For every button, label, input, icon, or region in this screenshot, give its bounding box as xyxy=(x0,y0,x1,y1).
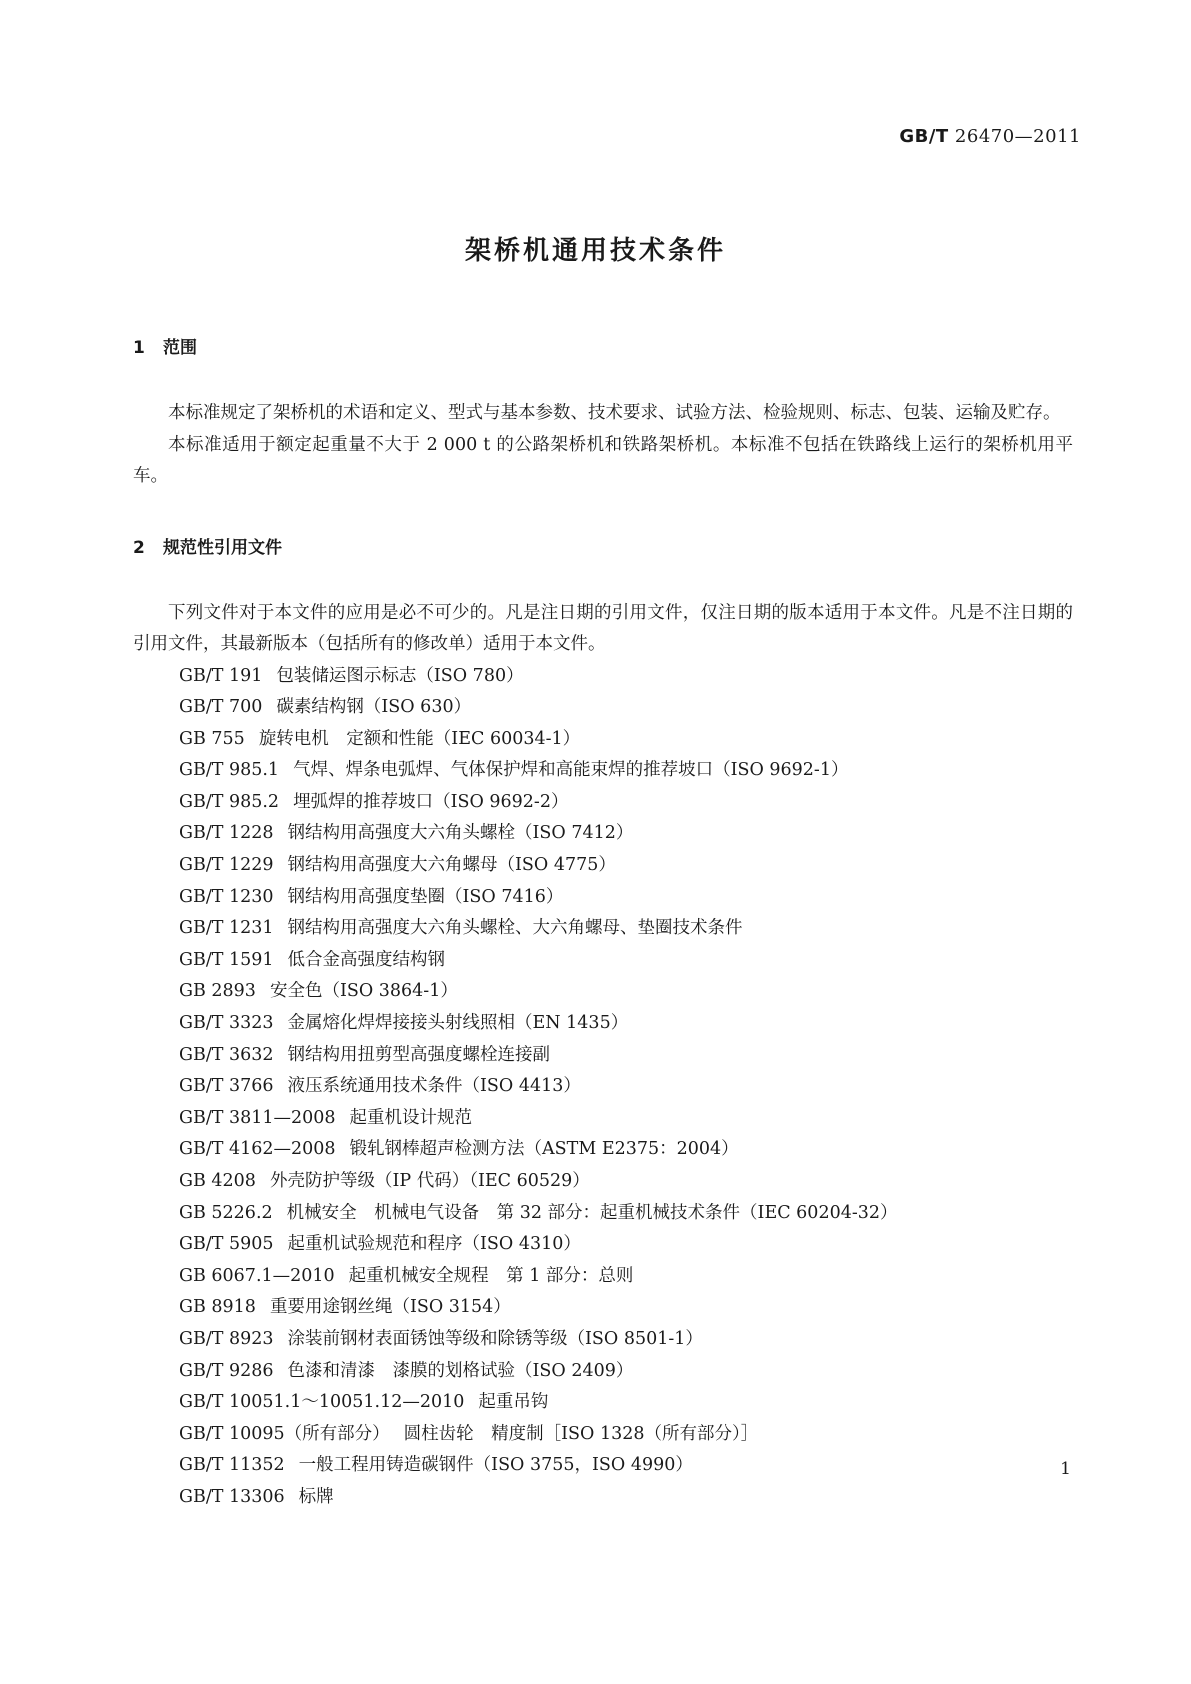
reference-title: 钢结构用高强度大六角头螺栓（ISO 7412） xyxy=(287,823,634,844)
reference-code: GB 2893 xyxy=(179,981,256,1002)
reference-title: 一般工程用铸造碳钢件（ISO 3755，ISO 4990） xyxy=(298,1455,693,1476)
reference-item xyxy=(133,882,1073,914)
document-body xyxy=(133,333,1073,1514)
reference-title: 钢结构用高强度大六角螺母（ISO 4775） xyxy=(287,855,616,876)
reference-title: 碳素结构钢（ISO 630） xyxy=(276,697,472,718)
reference-item xyxy=(133,1450,1073,1482)
reference-item xyxy=(133,818,1073,850)
document-code xyxy=(899,126,1081,147)
reference-code: GB/T 11352 xyxy=(179,1455,285,1476)
reference-title: 起重吊钩 xyxy=(478,1392,549,1413)
reference-code: GB/T 10095（所有部分） xyxy=(179,1423,390,1444)
reference-code: GB/T 3323 xyxy=(179,1013,274,1034)
reference-item xyxy=(133,1387,1073,1419)
reference-item xyxy=(133,755,1073,787)
reference-item xyxy=(133,913,1073,945)
reference-item xyxy=(133,1166,1073,1198)
reference-item xyxy=(133,1071,1073,1103)
reference-item xyxy=(133,1198,1073,1230)
paragraph: 本标准规定了架桥机的术语和定义、型式与基本参数、技术要求、试验方法、检验规则、标志、包装、运输及贮存。 xyxy=(168,403,1061,423)
reference-code: GB/T 8923 xyxy=(179,1328,274,1349)
section-number: 1 xyxy=(133,338,145,358)
reference-code: GB/T 3766 xyxy=(179,1076,274,1097)
reference-title: 钢结构用高强度垫圈（ISO 7416） xyxy=(287,886,564,907)
reference-title: 埋弧焊的推荐坡口（ISO 9692-2） xyxy=(293,791,569,812)
reference-title: 色漆和清漆 漆膜的划格试验（ISO 2409） xyxy=(287,1360,634,1381)
reference-title: 标牌 xyxy=(298,1486,334,1507)
reference-item xyxy=(133,1134,1073,1166)
reference-title: 钢结构用高强度大六角头螺栓、大六角螺母、垫圈技术条件 xyxy=(287,918,743,939)
reference-code: GB/T 3632 xyxy=(179,1044,274,1065)
section-heading-scope xyxy=(133,333,1073,363)
reference-code: GB/T 1229 xyxy=(179,855,274,876)
reference-item xyxy=(133,1292,1073,1324)
reference-title: 圆柱齿轮 精度制［ISO 1328（所有部分）］ xyxy=(403,1423,759,1444)
reference-item xyxy=(133,692,1073,724)
reference-item xyxy=(133,1261,1073,1293)
reference-item xyxy=(133,976,1073,1008)
reference-code: GB/T 1230 xyxy=(179,886,274,907)
reference-title: 包装储运图示标志（ISO 780） xyxy=(276,665,524,686)
reference-code: GB 4208 xyxy=(179,1171,256,1191)
section-heading-normative-references xyxy=(133,533,1073,563)
reference-code: GB/T 985.1 xyxy=(179,760,280,781)
reference-item xyxy=(133,945,1073,977)
reference-title: 起重机械安全规程 第 1 部分：总则 xyxy=(348,1265,634,1286)
reference-item xyxy=(133,787,1073,819)
reference-code: GB/T 5905 xyxy=(179,1234,274,1255)
section-number: 2 xyxy=(133,537,145,558)
document-code-prefix: GB/T xyxy=(899,126,949,147)
reference-code: GB/T 985.2 xyxy=(179,791,280,812)
reference-title: 外壳防护等级（IP 代码）（IEC 60529） xyxy=(269,1171,590,1191)
reference-code: GB 6067.1—2010 xyxy=(179,1265,335,1286)
reference-code: GB/T 10051.1～10051.12—2010 xyxy=(179,1392,465,1413)
reference-list xyxy=(133,661,1073,1514)
reference-code: GB/T 13306 xyxy=(179,1486,285,1507)
section-title: 规范性引用文件 xyxy=(163,537,282,558)
reference-title: 机械安全 机械电气设备 第 32 部分：起重机械技术条件（IEC 60204-32） xyxy=(286,1202,898,1223)
reference-code: GB 755 xyxy=(179,728,245,749)
document-code-number: 26470—2011 xyxy=(954,126,1081,147)
reference-title: 旋转电机 定额和性能（IEC 60034-1） xyxy=(258,728,581,749)
reference-title: 低合金高强度结构钢 xyxy=(287,949,446,970)
paragraph: 本标准适用于额定起重量不大于 2 000 t 的公路架桥机和铁路架桥机。本标准不包括在铁路线上运行的架桥机用平车。 xyxy=(133,434,1073,486)
reference-item xyxy=(133,1229,1073,1261)
reference-item xyxy=(133,1008,1073,1040)
reference-title: 涂装前钢材表面锈蚀等级和除锈等级（ISO 8501-1） xyxy=(287,1328,703,1349)
reference-code: GB/T 9286 xyxy=(179,1360,274,1381)
reference-code: GB 8918 xyxy=(179,1297,256,1318)
reference-item xyxy=(133,1324,1073,1356)
reference-title: 气焊、焊条电弧焊、气体保护焊和高能束焊的推荐坡口（ISO 9692-1） xyxy=(293,760,849,781)
reference-item xyxy=(133,1103,1073,1135)
reference-code: GB/T 3811—2008 xyxy=(179,1107,336,1128)
page-number: 1 xyxy=(1060,1459,1071,1479)
reference-code: GB/T 700 xyxy=(179,697,263,718)
reference-code: GB/T 4162—2008 xyxy=(179,1139,336,1160)
document-title: 架桥机通用技术条件 xyxy=(464,236,726,266)
reference-item xyxy=(133,661,1073,693)
reference-code: GB/T 191 xyxy=(179,665,263,686)
reference-code: GB/T 1231 xyxy=(179,918,274,939)
section-title: 范围 xyxy=(163,338,197,358)
reference-code: GB 5226.2 xyxy=(179,1202,273,1223)
reference-title: 锻轧钢棒超声检测方法（ASTM E2375：2004） xyxy=(349,1139,739,1160)
reference-code: GB/T 1591 xyxy=(179,949,274,970)
reference-title: 液压系统通用技术条件（ISO 4413） xyxy=(287,1076,581,1097)
reference-title: 重要用途钢丝绳（ISO 3154） xyxy=(269,1297,511,1318)
reference-title: 起重机试验规范和程序（ISO 4310） xyxy=(287,1234,581,1255)
reference-title: 安全色（ISO 3864-1） xyxy=(269,981,458,1002)
reference-title: 起重机设计规范 xyxy=(349,1107,473,1128)
reference-title: 钢结构用扭剪型高强度螺栓连接副 xyxy=(287,1044,551,1065)
reference-item xyxy=(133,724,1073,756)
reference-item xyxy=(133,850,1073,882)
reference-item xyxy=(133,1482,1073,1514)
reference-title: 金属熔化焊焊接接头射线照相（EN 1435） xyxy=(287,1013,629,1034)
paragraph: 下列文件对于本文件的应用是必不可少的。凡是注日期的引用文件，仅注日期的版本适用于本文件。凡是不注日期的引用文件，其最新版本（包括所有的修改单）适用于本文件。 xyxy=(133,602,1073,654)
reference-item xyxy=(133,1040,1073,1072)
reference-item xyxy=(133,1356,1073,1388)
reference-code: GB/T 1228 xyxy=(179,823,274,844)
reference-item xyxy=(133,1419,1073,1451)
